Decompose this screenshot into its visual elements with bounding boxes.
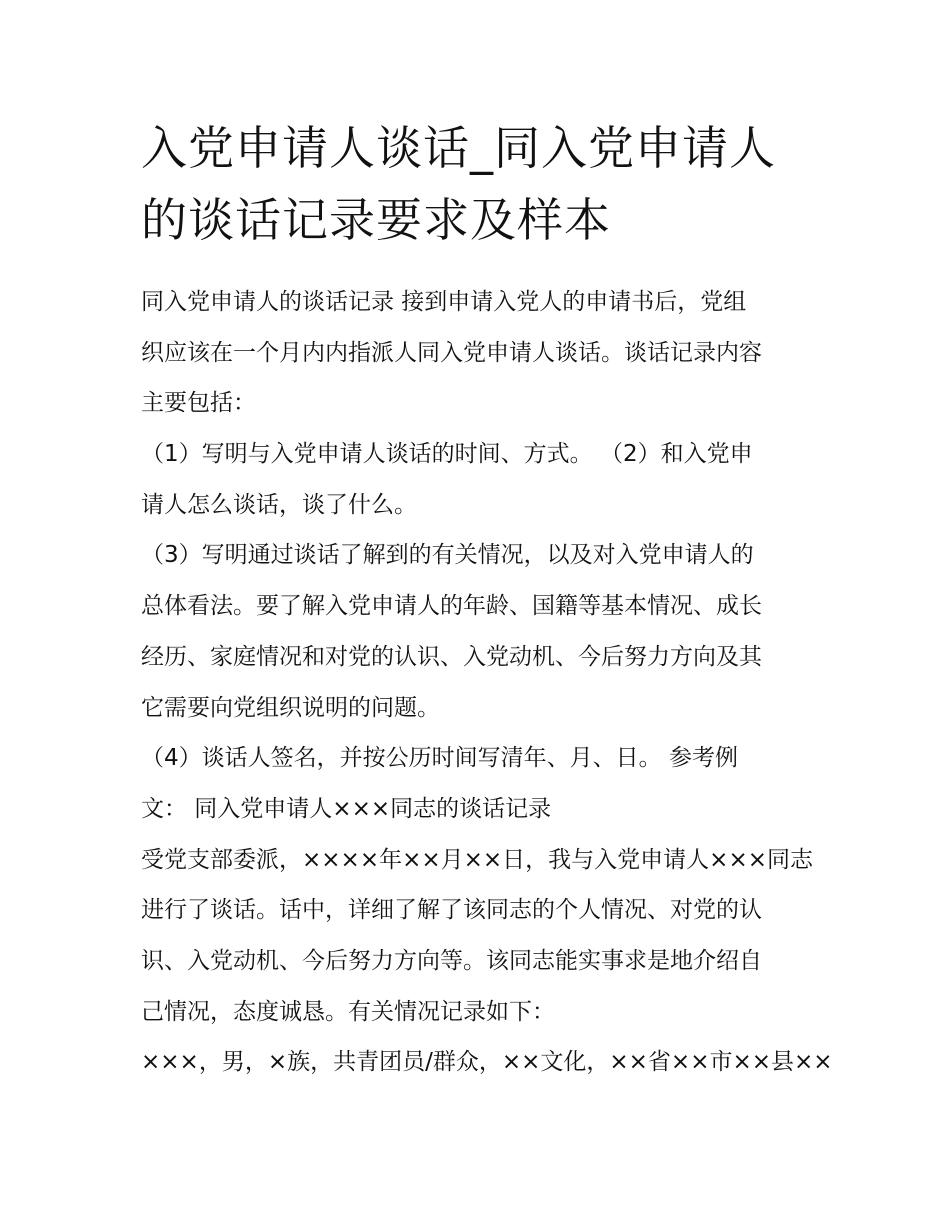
body-line: 经历、家庭情况和对党的认识、入党动机、今后努力方向及其 <box>141 643 762 670</box>
body-line: 己情况，态度诚恳。有关情况记录如下： <box>141 998 555 1025</box>
title-line: 的谈话记录要求及样本 <box>141 193 611 247</box>
body-line: （4）谈话人签名，并按公历时间写清年、月、日。 参考例 <box>141 745 738 772</box>
body-line: ×××，男，×族，共青团员/群众，××文化，××省××市××县×× <box>141 1049 833 1076</box>
document-body <box>141 277 833 1088</box>
document-title <box>141 112 821 256</box>
body-line: 请人怎么谈话，谈了什么。 <box>141 491 417 518</box>
body-line: 识、入党动机、今后努力方向等。该同志能实事求是地介绍自 <box>141 947 762 974</box>
body-line: 进行了谈话。话中，详细了解了该同志的个人情况、对党的认 <box>141 897 762 924</box>
title-line: 入党申请人谈话_同入党申请人 <box>141 121 776 175</box>
body-line: 受党支部委派，××××年××月××日，我与入党申请人×××同志 <box>141 846 813 873</box>
body-line: 总体看法。要了解入党申请人的年龄、国籍等基本情况、成长 <box>141 593 762 620</box>
body-line: （1）写明与入党申请人谈话的时间、方式。 （2）和入党申 <box>141 441 753 468</box>
body-line: 织应该在一个月内内指派人同入党申请人谈话。谈话记录内容 <box>141 339 762 366</box>
body-line: 主要包括： <box>141 390 256 417</box>
body-line: 它需要向党组织说明的问题。 <box>141 694 440 721</box>
body-line: 文： 同入党申请人×××同志的谈话记录 <box>141 795 552 822</box>
body-line: （3）写明通过谈话了解到的有关情况，以及对入党申请人的 <box>141 542 754 569</box>
body-line: 同入党申请人的谈话记录 接到申请入党人的申请书后，党组 <box>141 289 747 315</box>
